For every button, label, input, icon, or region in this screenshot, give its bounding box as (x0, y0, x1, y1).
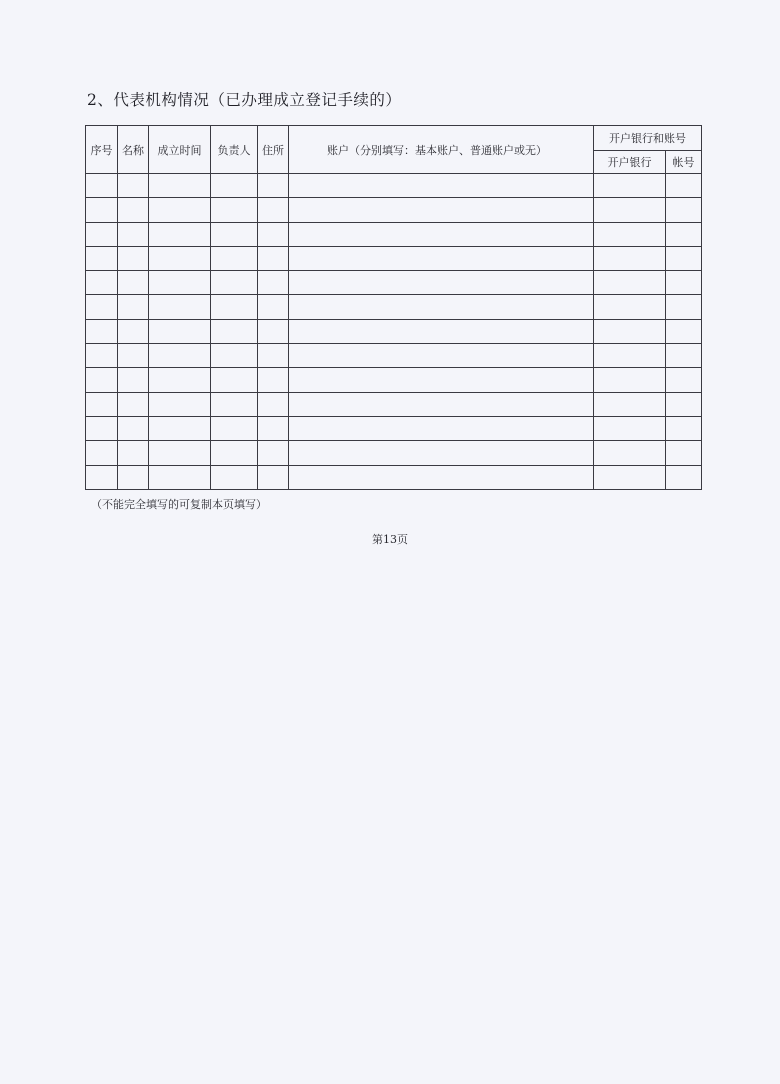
table-cell (258, 271, 289, 295)
table-cell (594, 441, 666, 465)
table-cell (118, 392, 149, 416)
table-cell (594, 416, 666, 440)
table-cell (211, 416, 258, 440)
table-cell (666, 465, 702, 489)
table-cell (118, 416, 149, 440)
table-cell (211, 344, 258, 368)
representative-office-table (85, 125, 702, 490)
table-cell (594, 368, 666, 392)
table-row (86, 344, 702, 368)
table-cell (594, 295, 666, 319)
table-cell (211, 246, 258, 270)
table-cell (211, 368, 258, 392)
table-cell (86, 174, 118, 198)
table-cell (118, 441, 149, 465)
table-cell (149, 319, 211, 343)
table-cell (289, 416, 594, 440)
header-bank: 开户银行 (594, 151, 666, 174)
table-cell (118, 295, 149, 319)
table-cell (666, 246, 702, 270)
table-row (86, 441, 702, 465)
table-cell (86, 416, 118, 440)
table-cell (258, 465, 289, 489)
table-cell (211, 174, 258, 198)
table-cell (594, 319, 666, 343)
table-cell (258, 295, 289, 319)
table-cell (211, 271, 258, 295)
table-cell (118, 271, 149, 295)
table-cell (666, 222, 702, 246)
table-cell (289, 246, 594, 270)
table-cell (211, 222, 258, 246)
table-cell (86, 465, 118, 489)
table-cell (118, 174, 149, 198)
header-address: 住所 (258, 126, 289, 174)
table-cell (666, 392, 702, 416)
table-cell (666, 319, 702, 343)
table-cell (118, 465, 149, 489)
table-row (86, 222, 702, 246)
table-cell (258, 344, 289, 368)
table-cell (149, 174, 211, 198)
table-cell (594, 465, 666, 489)
table-cell (86, 295, 118, 319)
table-cell (594, 198, 666, 222)
table-cell (258, 319, 289, 343)
table-cell (666, 174, 702, 198)
table-row (86, 271, 702, 295)
table-cell (258, 222, 289, 246)
table-row (86, 392, 702, 416)
table-cell (666, 344, 702, 368)
table-cell (594, 222, 666, 246)
header-bank-group: 开户银行和账号 (594, 126, 702, 151)
table-cell (289, 368, 594, 392)
table-cell (86, 271, 118, 295)
table-row (86, 295, 702, 319)
table-cell (666, 416, 702, 440)
table-cell (86, 344, 118, 368)
table-cell (289, 319, 594, 343)
table-row (86, 319, 702, 343)
table-row (86, 246, 702, 270)
table-cell (258, 174, 289, 198)
table-cell (149, 441, 211, 465)
table-cell (666, 441, 702, 465)
table-cell (149, 368, 211, 392)
table-cell (289, 465, 594, 489)
page-number: 第13页 (372, 533, 408, 546)
table-cell (258, 441, 289, 465)
table-cell (289, 344, 594, 368)
table-cell (118, 246, 149, 270)
table-cell (211, 319, 258, 343)
table-cell (594, 174, 666, 198)
table-cell (86, 246, 118, 270)
table-row (86, 416, 702, 440)
header-name: 名称 (118, 126, 149, 174)
table-cell (86, 222, 118, 246)
table-cell (594, 246, 666, 270)
table-cell (86, 441, 118, 465)
table-cell (149, 222, 211, 246)
table-cell (594, 271, 666, 295)
table-cell (666, 368, 702, 392)
table-cell (118, 344, 149, 368)
header-seq: 序号 (86, 126, 118, 174)
table-cell (289, 198, 594, 222)
header-established: 成立时间 (149, 126, 211, 174)
table-cell (118, 368, 149, 392)
table-cell (289, 392, 594, 416)
header-responsible: 负责人 (211, 126, 258, 174)
table-cell (211, 295, 258, 319)
table-cell (118, 198, 149, 222)
table-cell (211, 441, 258, 465)
table-cell (594, 392, 666, 416)
table-cell (149, 465, 211, 489)
header-account: 账户（分别填写：基本账户、普通账户或无） (289, 126, 594, 174)
table-cell (149, 416, 211, 440)
table-row (86, 368, 702, 392)
table-cell (258, 198, 289, 222)
header-account-no: 帐号 (666, 151, 702, 174)
table-cell (289, 441, 594, 465)
table-cell (258, 246, 289, 270)
table-cell (118, 319, 149, 343)
table-cell (211, 392, 258, 416)
table-row (86, 198, 702, 222)
table-cell (289, 295, 594, 319)
section-heading: 2、代表机构情况（已办理成立登记手续的） (87, 91, 402, 109)
table-cell (86, 368, 118, 392)
table-cell (149, 295, 211, 319)
table-cell (666, 295, 702, 319)
table-cell (666, 271, 702, 295)
table-cell (211, 198, 258, 222)
table-cell (666, 198, 702, 222)
table-cell (149, 271, 211, 295)
table-cell (258, 392, 289, 416)
table-cell (289, 271, 594, 295)
table-cell (289, 174, 594, 198)
table-cell (86, 198, 118, 222)
table-body (86, 174, 702, 490)
table-cell (86, 319, 118, 343)
table-cell (211, 465, 258, 489)
footnote: （不能完全填写的可复制本页填写） (91, 498, 267, 511)
table-cell (149, 392, 211, 416)
table-cell (258, 368, 289, 392)
table-cell (86, 392, 118, 416)
table-cell (149, 344, 211, 368)
table-cell (149, 246, 211, 270)
table-row (86, 465, 702, 489)
table-cell (149, 198, 211, 222)
table-row (86, 174, 702, 198)
table-cell (594, 344, 666, 368)
table-cell (258, 416, 289, 440)
table-cell (118, 222, 149, 246)
table-cell (289, 222, 594, 246)
